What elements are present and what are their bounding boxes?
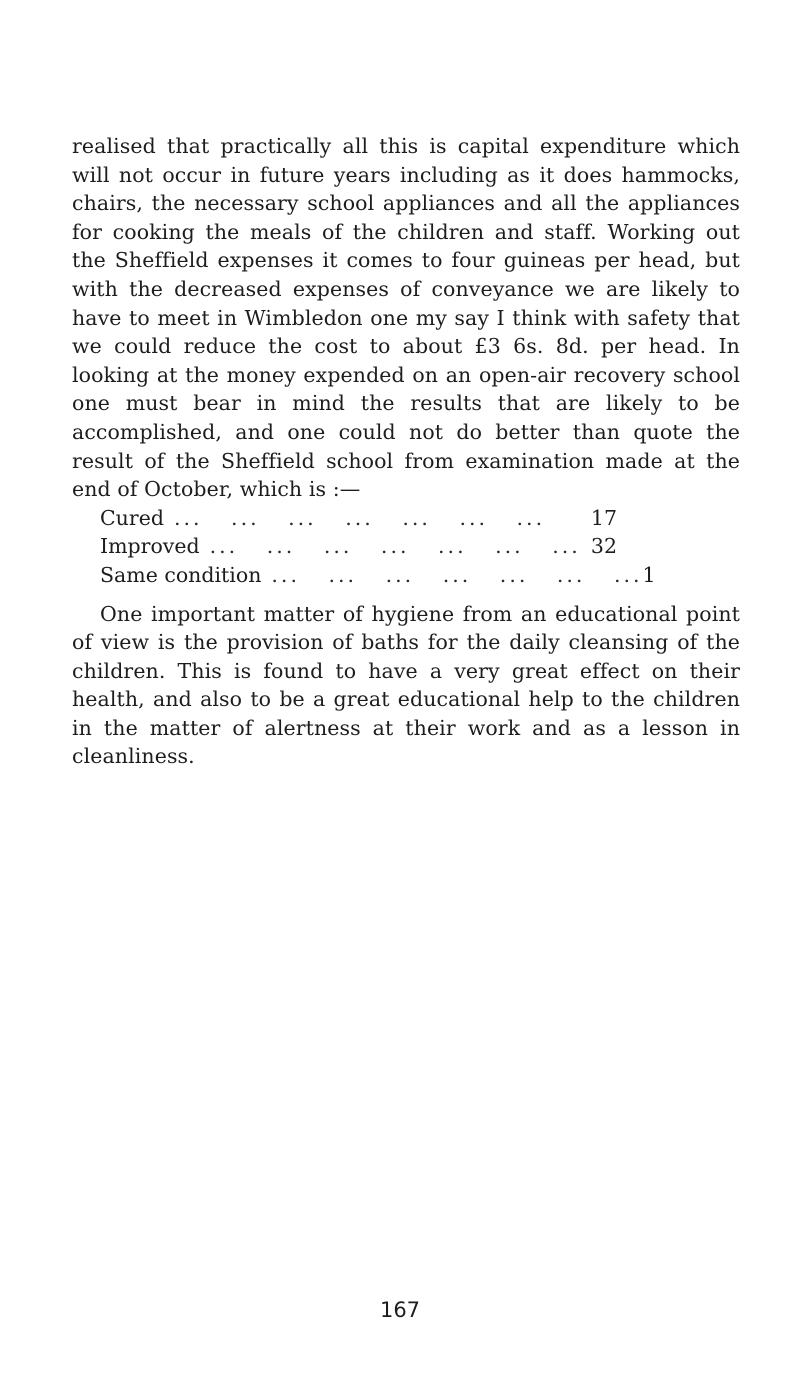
result-label: Same condition — [100, 562, 262, 587]
page-body — [72, 132, 740, 771]
result-label: Improved — [100, 534, 200, 559]
result-value: 17 — [590, 505, 617, 530]
results-list — [100, 504, 656, 590]
result-row-cured — [100, 504, 617, 533]
paragraph-hygiene: One important matter of hygiene from an educational point of view is the provision of baths for the daily cleansing of the children. This is found to have a very great effect on their health, and also to be a great educational help to the children in the matter of alertness at their work and as a lesson in cleanliness. — [72, 601, 740, 769]
result-value: 32 — [590, 534, 617, 559]
result-row-improved — [100, 532, 617, 561]
result-label: Cured — [100, 505, 164, 530]
result-row-same-condition — [100, 561, 656, 590]
dot-leader: ... ... ... ... ... ... ... — [173, 505, 546, 530]
paragraph-costs: realised that practically all this is capital expenditure which will not occur in future years including as it does hammocks, chairs, the necessary school appliances and all the appliances for cooking the meals of the children and staff. Working out the Sheffield expenses it comes to four guineas per head, but with the decreased expenses of conveyance we are likely to have to meet in Wimbledon one my say I think with safety that we could reduce the cost to about £3 6s. 8d. per head. In looking at the money expended on an open-air recovery school one must bear in mind the results that are likely to be accomplished, and one could not do better than quote the result of the Sheffield school from examination made at the end of October, which is :— — [72, 134, 740, 502]
result-value: 1 — [642, 562, 656, 587]
dot-leader: ... ... ... ... ... ... ... — [209, 534, 581, 559]
dot-leader: ... ... ... ... ... ... ... — [271, 562, 643, 587]
page-number: 167 — [379, 1298, 421, 1322]
